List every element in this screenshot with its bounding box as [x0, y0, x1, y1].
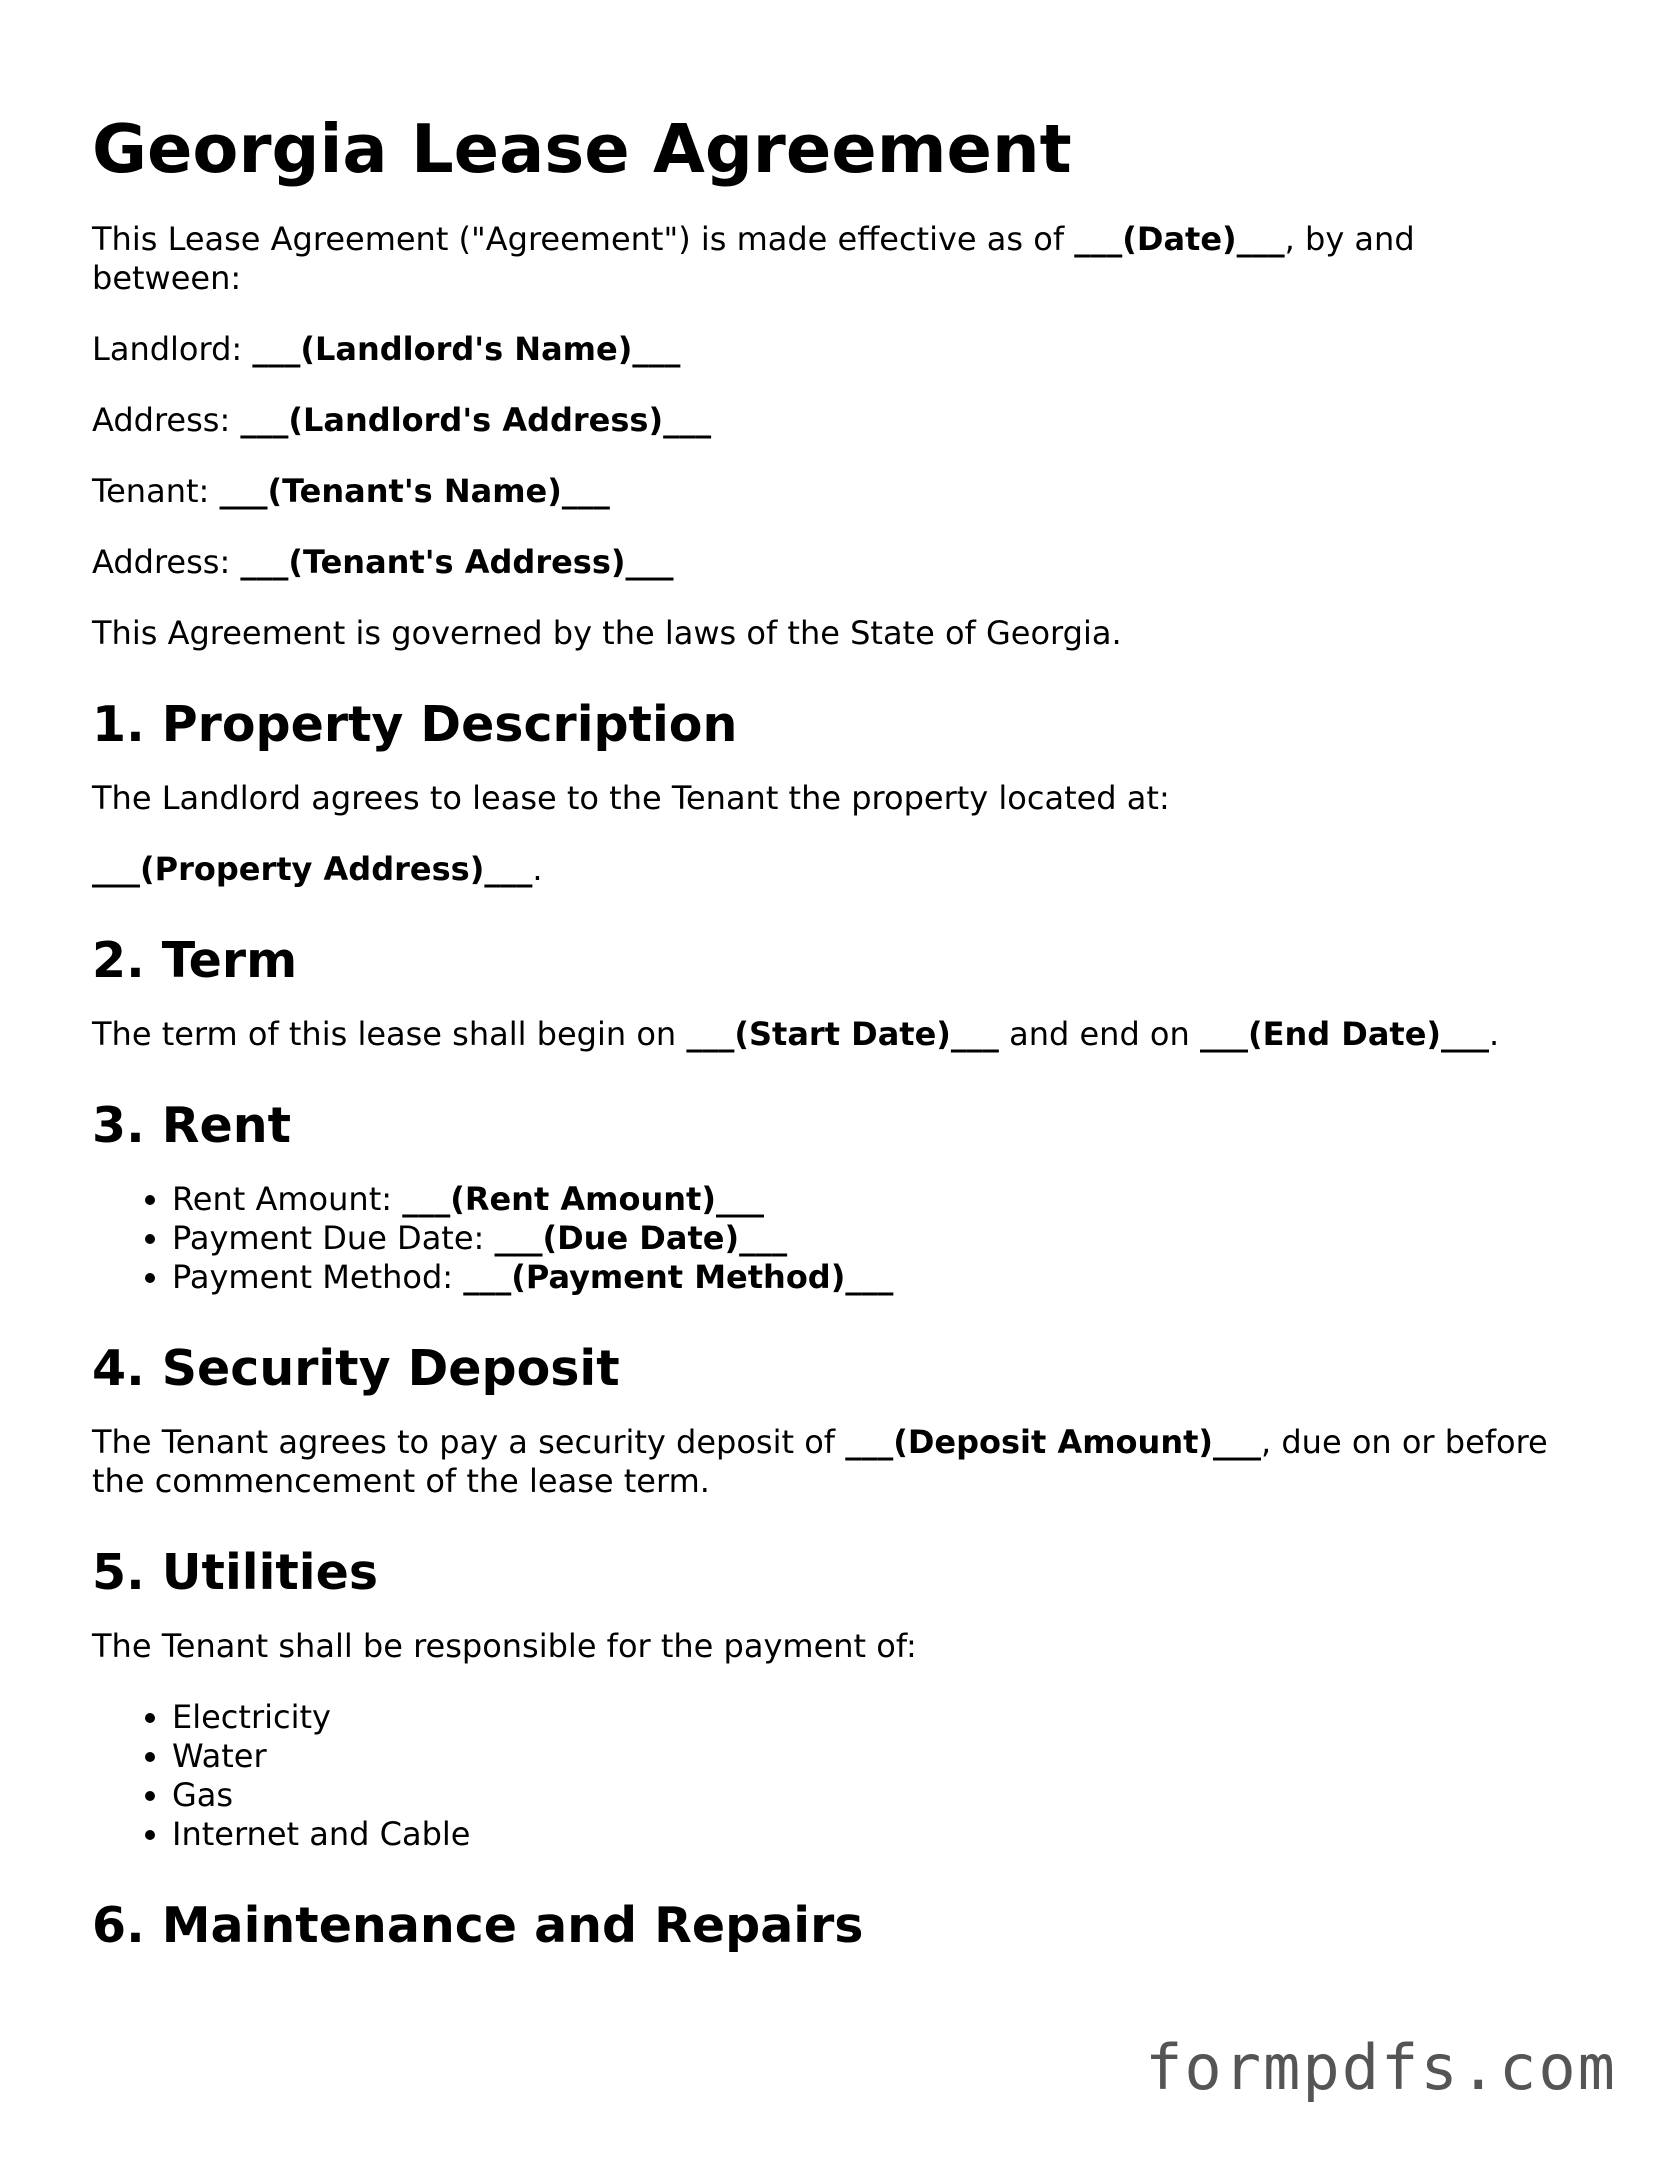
tenant-address-label: Address: — [92, 543, 241, 581]
landlord-address-line — [92, 401, 1572, 440]
landlord-name-line — [92, 330, 1572, 369]
deposit-amount-blank: ___(Deposit Amount)___ — [845, 1423, 1262, 1461]
list-item: • Gas — [172, 1776, 1572, 1815]
property-address-blank: ___(Property Address)___ — [92, 850, 533, 888]
intro-text-before: This Lease Agreement ("Agreement") is made effective as of — [92, 220, 1075, 258]
deposit-paragraph — [92, 1423, 1572, 1501]
tenant-address-blank: ___(Tenant's Address)___ — [240, 543, 674, 581]
date-blank: ___(Date)___ — [1074, 220, 1285, 258]
document-title: Georgia Lease Agreement — [92, 110, 1072, 188]
intro-paragraph — [92, 220, 1572, 298]
rent-amount-label: Rent Amount: — [172, 1180, 403, 1218]
list-item — [172, 1180, 1572, 1219]
term-paragraph — [92, 1015, 1572, 1054]
rent-list — [92, 1180, 1572, 1297]
end-date-blank: ___(End Date)___ — [1199, 1015, 1490, 1053]
section-heading-rent: 3. Rent — [92, 1097, 292, 1154]
landlord-name-blank: ___(Landlord's Name)___ — [252, 330, 681, 368]
list-item: • Electricity — [172, 1698, 1572, 1737]
due-date-blank: ___(Due Date)___ — [494, 1219, 788, 1257]
list-item: • Water — [172, 1737, 1572, 1776]
landlord-label: Landlord: — [92, 330, 253, 368]
document-page — [92, 108, 1572, 1980]
section-heading-term: 2. Term — [92, 932, 298, 989]
start-date-blank: ___(Start Date)___ — [686, 1015, 999, 1053]
watermark: formpdfs.com — [1145, 2031, 1617, 2104]
governing-law: This Agreement is governed by the laws of the State of Georgia. — [92, 614, 1122, 652]
term-text-middle: and end on — [998, 1015, 1200, 1053]
tenant-label: Tenant: — [92, 472, 220, 510]
utilities-list — [92, 1698, 1572, 1854]
property-text: The Landlord agrees to lease to the Tenant the property located at: — [92, 779, 1170, 817]
term-text-before: The term of this lease shall begin on — [92, 1015, 687, 1053]
landlord-address-label: Address: — [92, 401, 241, 439]
list-item: • Internet and Cable — [172, 1815, 1572, 1854]
due-date-label: Payment Due Date: — [172, 1219, 495, 1257]
section-heading-maintenance: 6. Maintenance and Repairs — [92, 1897, 864, 1954]
property-address-line — [92, 850, 1572, 889]
deposit-text-after: , due on or before the commencement of the lease term. — [92, 1423, 1548, 1500]
rent-amount-blank: ___(Rent Amount)___ — [402, 1180, 764, 1218]
landlord-address-blank: ___(Landlord's Address)___ — [240, 401, 712, 439]
payment-method-blank: ___(Payment Method)___ — [463, 1258, 894, 1296]
utilities-text: The Tenant shall be responsible for the payment of: — [92, 1627, 917, 1665]
tenant-name-blank: ___(Tenant's Name)___ — [219, 472, 610, 510]
section-heading-deposit: 4. Security Deposit — [92, 1340, 620, 1397]
list-item — [172, 1258, 1572, 1297]
list-item — [172, 1219, 1572, 1258]
intro-text-after: , by and between: — [92, 220, 1415, 297]
tenant-address-line — [92, 543, 1572, 582]
deposit-text-before: The Tenant agrees to pay a security deposit of — [92, 1423, 846, 1461]
tenant-name-line — [92, 472, 1572, 511]
property-suffix: . — [532, 850, 543, 888]
payment-method-label: Payment Method: — [172, 1258, 464, 1296]
section-heading-utilities: 5. Utilities — [92, 1544, 378, 1601]
section-heading-property: 1. Property Description — [92, 696, 738, 753]
term-suffix: . — [1489, 1015, 1500, 1053]
